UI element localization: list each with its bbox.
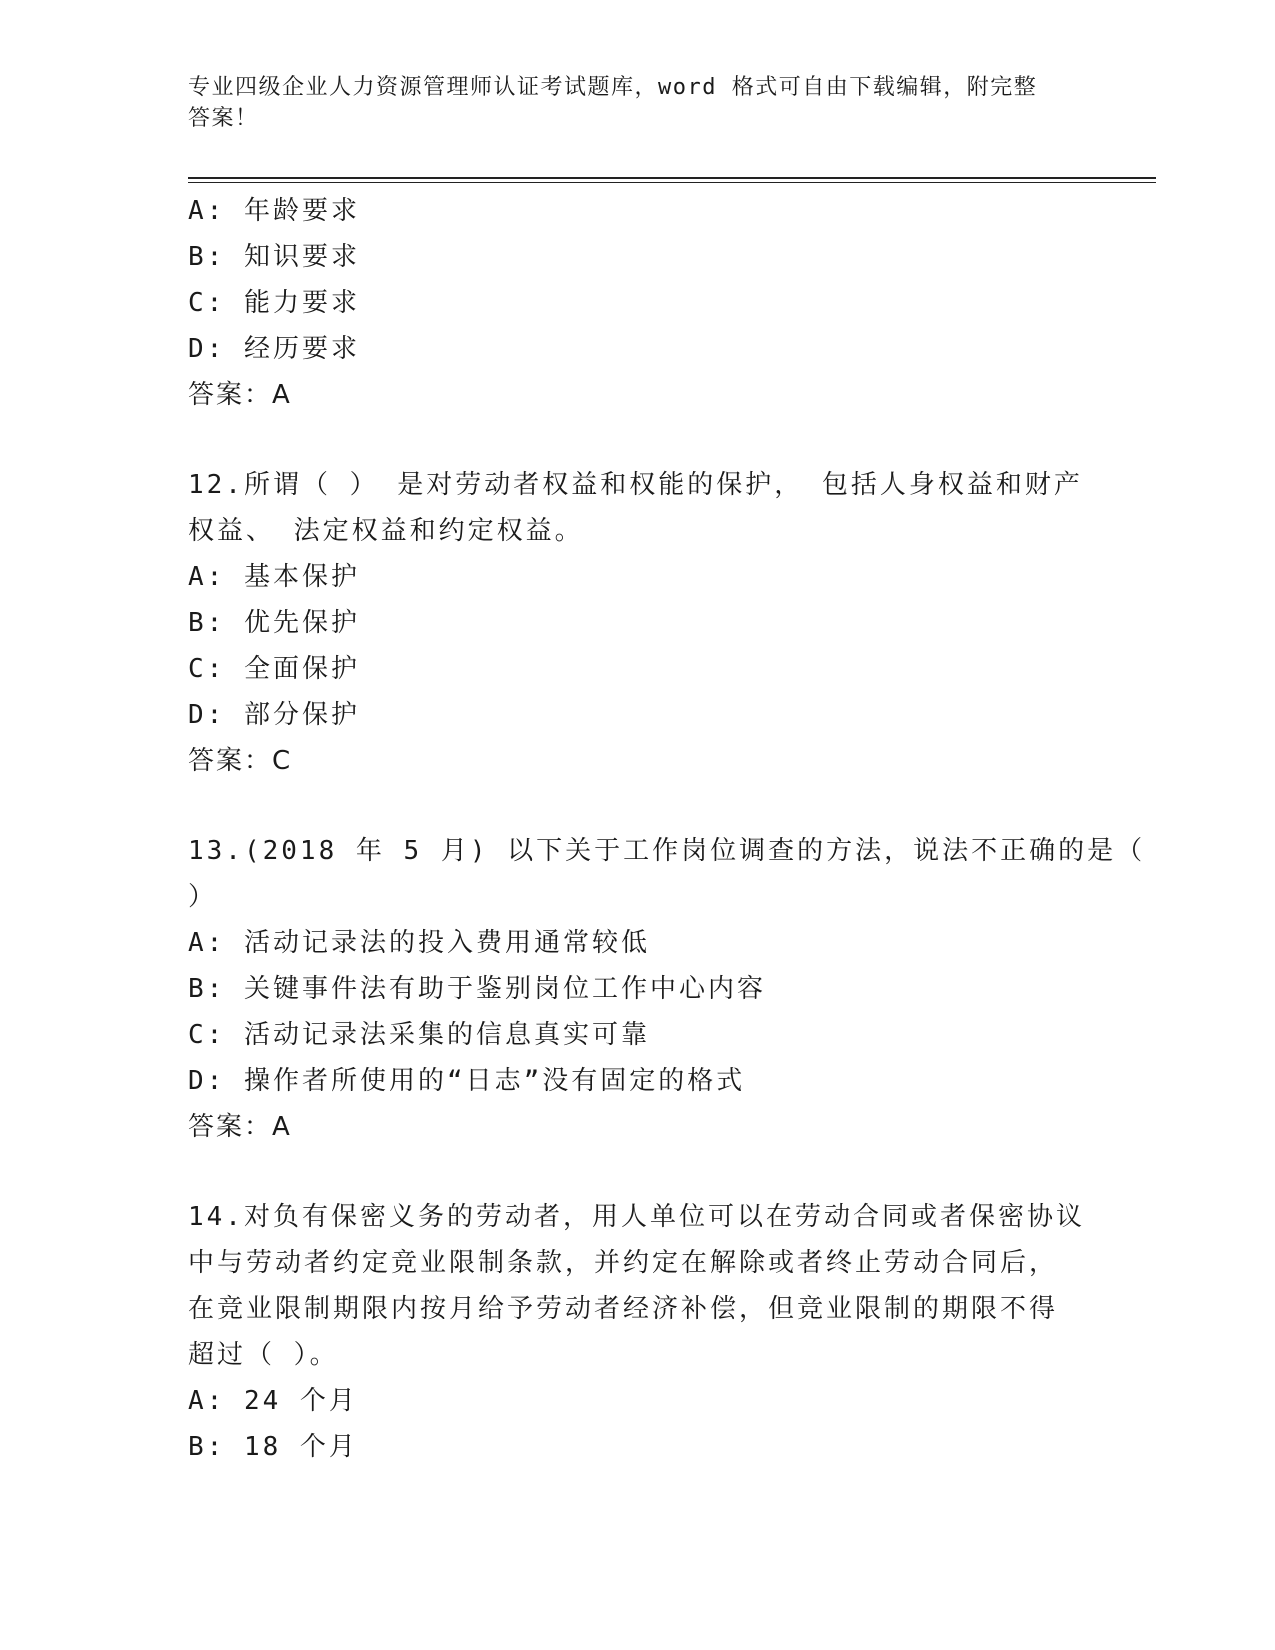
question-13: [188, 828, 1146, 1150]
option-c: C: 活动记录法采集的信息真实可靠: [188, 1020, 650, 1050]
option-a: A: 年龄要求: [188, 196, 360, 226]
question-text-line-3: 在竞业限制期限内按月给予劳动者经济补偿，但竞业限制的期限不得: [188, 1294, 1059, 1324]
question-text-line-2: 中与劳动者约定竞业限制条款，并约定在解除或者终止劳动合同后，: [188, 1248, 1059, 1278]
header-line-1: 专业四级企业人力资源管理师认证考试题库，word 格式可自由下载编辑，附完整: [188, 75, 1038, 100]
option-b: B: 知识要求: [188, 242, 360, 272]
option-a: A: 活动记录法的投入费用通常较低: [188, 928, 650, 958]
question-14: [188, 1194, 1088, 1470]
answer-line: 答案：A: [188, 380, 292, 410]
answer-line: 答案：A: [188, 1112, 292, 1142]
option-a: A: 基本保护: [188, 562, 360, 592]
option-b: B: 优先保护: [188, 608, 360, 638]
question-text-line-2: 权益、 法定权益和约定权益。: [188, 516, 584, 546]
question-text-line-1: 14.对负有保密义务的劳动者，用人单位可以在劳动合同或者保密协议: [188, 1202, 1085, 1232]
question-text-line-1: 13.(2018 年 5 月) 以下关于工作岗位调查的方法，说法不正确的是（: [188, 836, 1146, 866]
header-divider-thick: [188, 177, 1156, 179]
spacer: [188, 784, 1088, 828]
option-b: B: 18 个月: [188, 1432, 358, 1462]
spacer: [188, 1150, 1088, 1194]
option-a: A: 24 个月: [188, 1386, 358, 1416]
document-header: [188, 72, 1078, 134]
option-c: C: 全面保护: [188, 654, 360, 684]
option-b: B: 关键事件法有助于鉴别岗位工作中心内容: [188, 974, 766, 1004]
option-d: D: 经历要求: [188, 334, 360, 364]
question-text-line-1: 12.所谓（ ） 是对劳动者权益和权能的保护， 包括人身权益和财产: [188, 470, 1083, 500]
option-d: D: 操作者所使用的“日志”没有固定的格式: [188, 1066, 746, 1096]
question-12: [188, 462, 1088, 784]
spacer: [188, 418, 1088, 462]
header-divider-thin: [188, 182, 1156, 183]
header-line-2: 答案！: [188, 106, 259, 131]
question-text-line-4: 超过（ ）。: [188, 1340, 339, 1370]
answer-line: 答案：C: [188, 746, 293, 776]
option-d: D: 部分保护: [188, 700, 360, 730]
question-list: [188, 188, 1146, 1470]
option-c: C: 能力要求: [188, 288, 360, 318]
question-text-line-2: ）: [188, 882, 218, 912]
question-11: [188, 188, 1088, 418]
